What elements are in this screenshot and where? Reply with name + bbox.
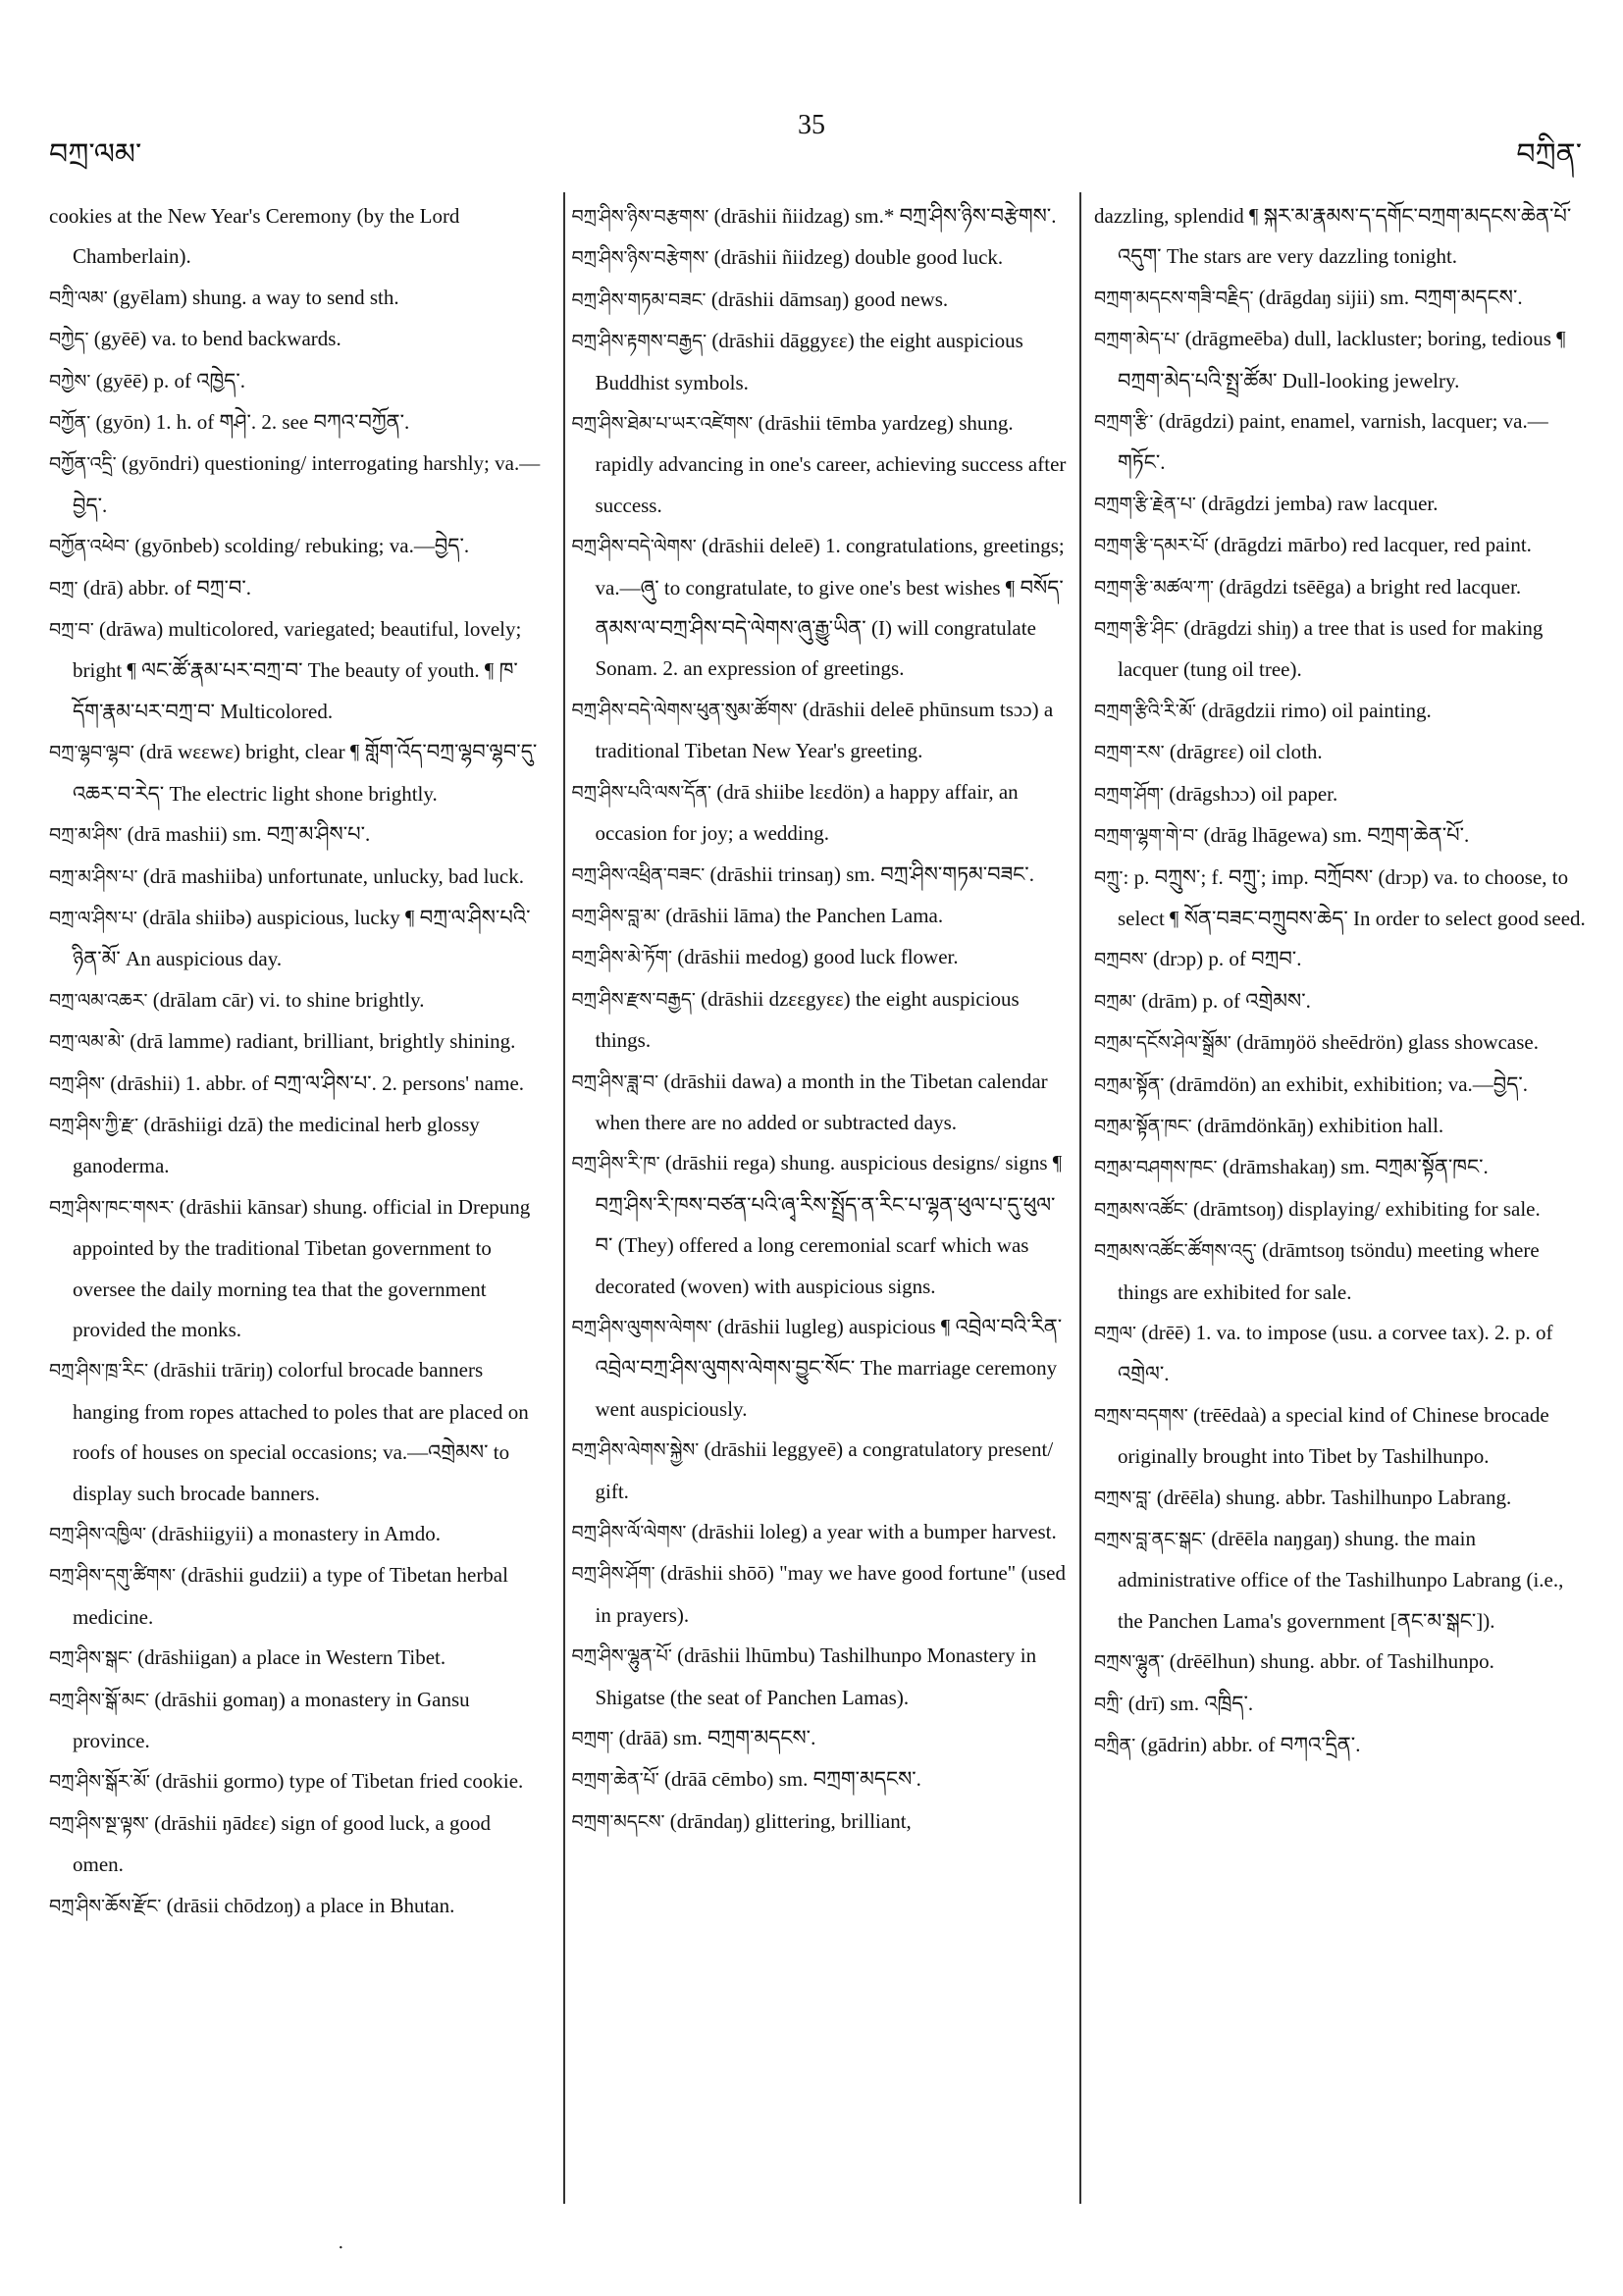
entry-definition: (drāwa) multicolored, variegated; beautiful, lovely; bright ¶ ལང་ཚོ་རྣམ་པར་བཀྲ་བ་ The beauty of youth. ¶ ཁ་དོག་རྣམ་པར་བཀྲ་བ་ Multicolored. [73,617,522,723]
dictionary-entry [49,1514,545,1555]
entry-definition: (drāshii lugleg) auspicious ¶ འབྲེལ་བའི་རིན་འབྲེལ་བཀྲ་ཤིས་ལུགས་ལེགས་བྱུང་སོང་ The marriage ceremony went auspiciously. [595,1314,1063,1421]
entry-definition: (drāmshakaŋ) sm. བཀྲམ་སྟོན་ཁང་. [1217,1155,1489,1179]
dictionary-entry [1094,1189,1590,1230]
entry-definition: (drālam cār) vi. to shine brightly. [147,987,425,1012]
entry-definition: (drāshii) 1. abbr. of བཀྲ་ལ་ཤིས་པ་. 2. persons' name. [105,1070,525,1095]
entry-headword: བཀྲ་ཤིས་དགུ་ཚིགས་ [49,1565,177,1588]
dictionary-entry [1094,567,1590,608]
dictionary-entry [49,732,545,814]
entry-definition: (gyēlam) shung. a way to send sth. [107,285,399,309]
entry-headword: བཀྲ་ཤིས་ཀྱི་རྫ་ [49,1114,139,1136]
entry-definition: (drāg lhāgewa) sm. བཀྲག་ཆེན་པོ་. [1198,823,1470,848]
entry-definition: (drɔp) p. of བཀྲབ་. [1147,947,1302,971]
entry-headword: བཀྲམས་འཚོང་ [1094,1198,1188,1221]
entry-headword: བཀྲིན་ [1094,1735,1136,1757]
entry-headword: བཀྲ་ཤིས་ལོ་ལེགས་ [571,1522,687,1543]
entry-headword: བཀྲ་ཤིས་ལྷུན་པོ་ [571,1645,672,1668]
entry-definition: (drāshii kānsar) shung. official in Drepung appointed by the traditional Tibetan government to oversee the daily morning tea that the government provided the monks. [73,1194,531,1341]
entry-definition: (gyōnbeb) scolding/ rebuking; va.—བྱེད་. [129,534,470,558]
entry-definition: (drēēla naŋgaŋ) shung. the main administrative office of the Tashilhunpo Labrang (i.e., the Panchen Lama's government [ནང་མ་སྒང་]). [1118,1527,1564,1633]
entry-definition: (drāshii dāmsaŋ) good news. [706,287,949,311]
dictionary-entry [49,402,545,444]
dictionary-entry [572,526,1068,690]
dictionary-entry [1094,1684,1590,1725]
entry-headword: བཀྲམ་ [1094,990,1136,1013]
entry-definition: (drāshiigyii) a monastery in Amdo. [146,1522,441,1545]
dictionary-entry [49,1021,545,1063]
dictionary-entry [572,896,1068,937]
dictionary-entry [1094,1478,1590,1519]
dictionary-entry [572,280,1068,321]
dictionary-entry [49,1638,545,1679]
dictionary-entry [572,1801,1068,1843]
dictionary-entry [572,237,1068,279]
dictionary-entry [49,278,545,319]
dictionary-entry [572,1062,1068,1144]
entry-definition: (drāshii dzɛɛgyɛɛ) the eight auspicious things. [595,986,1020,1053]
page-header [0,0,1623,186]
entry-headword: བཀྲ་ཤིས་སྒང་ [49,1647,132,1670]
entry-headword: བཀྲམ་དངོས་ཤེལ་སྒྲོམ་ [1094,1032,1231,1055]
entry-definition: cookies at the New Year's Ceremony (by the Lord Chamberlain). [49,204,460,269]
entry-headword: བཀྲ་མ་ཤིས་ [49,824,123,847]
entry-headword: བཀྲག་རྩི་དམར་པོ་ [1094,535,1209,557]
entry-definition: (drā shiibe lɛɛdön) a happy affair, an occasion for joy; a wedding. [595,779,1019,846]
entry-definition: (drāgdzi tsēēga) a bright red lacquer. [1214,574,1522,599]
entry-definition: (drāla shiibə) auspicious, lucky ¶ བཀྲ་ལ་ཤིས་པའི་ཉིན་མོ་ An auspicious day. [73,905,531,971]
entry-headword: བཀྱེད་ [49,329,89,351]
dictionary-entry [1094,319,1590,401]
entry-headword: བཀྲ་ཤིས་བདེ་ལེགས་ཕུན་སུམ་ཚོགས་ [571,699,798,721]
dictionary-entry [1094,401,1590,484]
dictionary-entry [1094,608,1590,691]
entry-definition: (drā lamme) radiant, brilliant, brightly shining. [125,1029,516,1054]
entry-headword: བཀྲག་ [571,1728,614,1750]
dictionary-entry [49,1350,545,1514]
column-middle [572,196,1068,2218]
dictionary-entry [49,857,545,898]
dictionary-entry [1094,525,1590,566]
entry-headword: བཀྲག་རྩི་རྗེན་པ་ [1094,493,1196,515]
entry-definition: (trēēdaà) a special kind of Chinese brocade originally brought into Tibet by Tashilhunpo. [1118,1402,1549,1469]
dictionary-entry [49,444,545,526]
entry-definition: (drāā cēmbo) sm. བཀྲག་མདངས་. [658,1767,921,1792]
dictionary-entry [572,1512,1068,1553]
entry-definition: (drāshii dawa) a month in the Tibetan calendar when there are no added or subtracted days. [595,1069,1048,1134]
entry-headword: བཀྲ་བ་ [49,619,94,642]
entry-headword: བཀྲ་ལ་ཤིས་པ་ [49,907,138,929]
entry-headword: བཀྲ་ཤིས་མེ་ཏོག་ [571,947,673,969]
dictionary-entry [572,1143,1068,1307]
entry-headword: བཀྲག་མདངས་གཟི་བརྗིད་ [1094,287,1254,309]
entry-definition: (drāshii tēmba yardzeg) shung. rapidly advancing in one's career, achieving success after success. [595,411,1067,517]
dictionary-entry [49,814,545,856]
entry-headword: བཀྲ་ལམ་འཆར་ [49,989,148,1012]
dictionary-entry [49,1105,545,1187]
entry-headword: བཀྲ་ཤིས་ལུགས་ལེགས་ [571,1316,712,1338]
entry-definition: (drāgdzi) paint, enamel, varnish, lacquer; va.—གཏོང་. [1118,409,1548,475]
entry-definition: (drām) p. of འགྲེམས་. [1135,988,1311,1013]
dictionary-entry [572,979,1068,1062]
dictionary-entry [49,980,545,1021]
entry-definition: (drā wɛɛwɛ) bright, clear ¶ གློག་འོད་བཀྲ་ལྷབ་ལྷབ་དུ་འཆར་བ་རེད་ The electric light shone brightly. [73,740,538,806]
dictionary-entry [1094,858,1590,940]
entry-headword: བཀྲ་ཤིས་ཉིས་བརྩགས་ [571,206,709,228]
entry-definition: (drāgdzi shiŋ) a tree that is used for making lacquer (tung oil tree). [1118,616,1544,682]
entry-definition: (drāshii loleg) a year with a bumper harvest. [686,1520,1057,1543]
entry-headword: བཀྲས་བླ་ནང་སྒང་ [1094,1529,1206,1550]
entry-definition: (drāmdön) an exhibit, exhibition; va.—བྱེད་. [1164,1071,1529,1096]
dictionary-entry [49,1064,545,1105]
dictionary-entry [572,1430,1068,1512]
dictionary-entry [1094,1519,1590,1642]
left-guideword: བཀྲ་ལམ་ [49,137,142,172]
dictionary-entry [49,568,545,609]
entry-headword: བཀྲག་རྩི་ཤིང་ [1094,618,1179,641]
dictionary-entry [572,937,1068,978]
dictionary-entry [572,1307,1068,1430]
entry-definition: (drāgdzii rimo) oil painting. [1196,698,1432,722]
entry-headword: བཀྲ་ཤིས་རྫས་བརྒྱད་ [571,988,696,1011]
dictionary-entry [1094,278,1590,319]
entry-definition: (drāshiigi dzā) the medicinal herb glossy ganoderma. [73,1112,480,1178]
entry-headword: བཀྲ་ཤིས་ཟླ་བ་ [571,1070,659,1093]
entry-definition: (drāshiigan) a place in Western Tibet. [131,1645,446,1670]
dictionary-entry [572,855,1068,896]
dictionary-entry [572,1759,1068,1800]
column-right [1094,196,1590,2218]
entry-headword: བཀྲ་ཤིས་ཉིས་བརྩེགས་ [571,247,709,270]
entry-definition: (drāshii ŋādɛɛ) sign of good luck, a good omen. [73,1810,492,1877]
dictionary-entry [49,609,545,732]
entry-columns [49,196,1590,2218]
entry-headword: བཀྲག་ཆེན་པོ་ [571,1769,659,1792]
dictionary-entry [49,1187,545,1351]
entry-headword: བཀྲག་རྩིའི་རི་མོ་ [1094,700,1197,722]
entry-headword: བཀྲག་རྩི་མཚལ་ཀ་ [1094,576,1215,599]
entry-definition: (gyēē) p. of འཁྱེད་. [90,368,245,392]
entry-headword: བཀྱོན་འདྲི་ [49,453,117,476]
entry-definition: (drāgmeēba) dull, lackluster; boring, tedious ¶ བཀྲག་མེད་པའི་སྤྲ་ཚོམ་ Dull-looking jewelry. [1118,327,1566,392]
entry-headword: བཀྲལ་ [1094,1322,1136,1344]
entry-definition: (drāshii dāggyɛɛ) the eight auspicious Buddhist symbols. [595,329,1023,394]
dictionary-entry [1094,1230,1590,1313]
entry-headword: བཀྲ་ཤིས་བླ་མ་ [571,905,661,927]
dictionary-entry [572,1718,1068,1759]
dictionary-entry [49,361,545,402]
dictionary-entry [49,1886,545,1927]
entry-headword: བཀྲ་ཤིས་ཆོས་རྫོང་ [49,1895,162,1917]
entry-definition: (gyōn) 1. h. of གཤེ་. 2. see བཀའ་བཀྱོན་. [90,410,410,435]
entry-headword: བཀྲ་ཤིས་རི་ཁ་ [571,1153,660,1175]
dictionary-entry [49,1761,545,1802]
dictionary-entry [1094,939,1590,980]
entry-headword: བཀྲས་བདགས་ [1094,1404,1188,1427]
entry-headword: བཀྲ་ཤིས་ཁང་གསར་ [49,1196,175,1219]
entry-headword: བཀྲ་ཤིས་འཁྱིལ་ [49,1524,147,1545]
entry-headword: བཀྲས་ལྷུན་ [1094,1651,1165,1674]
entry-definition: (drāshii deleē phūnsum tsɔɔ) a traditional Tibetan New Year's greeting. [595,697,1054,763]
entry-definition: (drāshii lhūmbu) Tashilhunpo Monastery in Shigatse (the seat of Panchen Lamas). [595,1644,1037,1709]
dictionary-entry [1094,732,1590,773]
dictionary-entry [49,1680,545,1762]
entry-headword: བཀྲ་ཤིས་ལེགས་སྐྱེས་ [571,1439,700,1462]
entry-headword: བཀྱེས་ [49,370,91,392]
dictionary-entry [1094,1725,1590,1766]
entry-definition: (drāgrɛɛ) oil cloth. [1164,740,1323,764]
entry-headword: བཀྲག་མེད་པ་ [1094,329,1180,351]
entry-definition: (drāmtsoŋ) displaying/ exhibiting for sale. [1187,1196,1541,1221]
entry-definition: (drā) abbr. of བཀྲ་བ་. [78,575,252,600]
entry-definition: (gyēē) va. to bend backwards. [88,327,341,351]
entry-headword: བཀྲ་ [49,577,79,600]
dictionary-entry [1094,1022,1590,1064]
entry-headword: བཀྲག་ལྷག་གེ་བ་ [1094,825,1199,848]
entry-definition: (drāshii trāriŋ) colorful brocade banners hanging from ropes attached to poles that are placed on roofs of houses on special occasions; va.—འགྲེམས་ to display such brocade banners. [73,1358,529,1505]
entry-headword: བཀྱོན་ [49,412,91,435]
entry-definition: (drāshii trinsaŋ) sm. བཀྲ་ཤིས་གཏམ་བཟང་. [705,861,1034,886]
entry-definition: (drāshii lāma) the Panchen Lama. [660,903,944,927]
entry-definition: (drāshii shōō) "may we have good fortune" (used in prayers). [595,1561,1066,1627]
dictionary-entry [1094,815,1590,857]
column-left [49,196,545,2218]
entry-headword: བཀྲ་ཤིས་རྟགས་བརྒྱད་ [571,331,707,353]
entry-headword: བཀྲ་ཤིས་སྔ་ལྟས་ [49,1812,149,1835]
entry-headword: བཀྲ་ཤིས་པའི་ལས་དོན་ [571,781,712,804]
dictionary-entry [572,403,1068,526]
entry-headword: བཀྲམ་སྟོན་ཁང་ [1094,1115,1192,1137]
entry-headword: བཀྲ་ཤིས་གཏམ་བཟང་ [571,288,707,311]
entry-definition: (gādrin) abbr. of བཀའ་དྲིན་. [1135,1733,1361,1757]
entry-headword: བཀྲམ་སྟོན་ [1094,1073,1165,1096]
entry-definition: (drāshii gudzii) a type of Tibetan herbal medicine. [73,1563,508,1629]
dictionary-entry [1094,1106,1590,1147]
entry-definition: (drāshii medog) good luck flower. [672,945,959,969]
entry-headword: བཀྲག་རྩི་ [1094,411,1154,434]
dictionary-entry [1094,981,1590,1022]
entry-headword: བཀྲ་ཤིས་སྒོར་མོ་ [49,1771,151,1794]
dictionary-entry [1094,484,1590,525]
entry-definition: (drāgdzi mārbo) red lacquer, red paint. [1208,533,1532,557]
entry-definition: (drāshii gomaŋ) a monastery in Gansu province. [73,1687,470,1753]
dictionary-entry [1094,1147,1590,1188]
entry-definition: (drēēla) shung. abbr. Tashilhunpo Labrang. [1151,1485,1512,1509]
dictionary-entry [572,1553,1068,1636]
dictionary-entry [572,196,1068,237]
entry-definition: (drāshii ñiidzag) sm.* བཀྲ་ཤིས་ཉིས་བརྩེགས་. [708,204,1057,228]
entry-headword: བཀྲག་ཤོག་ [1094,783,1164,806]
entry-definition: (drāmtsoŋ tsöndu) meeting where things are exhibited for sale. [1118,1238,1540,1304]
entry-definition: (drāgdaŋ sijii) sm. བཀྲག་མདངས་. [1253,285,1523,309]
entry-headword: བཀྲི་ [1094,1693,1124,1715]
dictionary-entry [1094,1065,1590,1106]
entry-definition: (drāshii gormo) type of Tibetan fried cookie. [150,1769,524,1794]
entry-headword: བཀྲག་རས་ [1094,742,1165,764]
entry-headword: བཀྲ་ཤིས་ཁྲ་རིང་ [49,1360,149,1383]
entry-definition: (drāmŋöö sheēdrön) glass showcase. [1230,1030,1539,1055]
entry-headword: བཀྲ་ལམ་མེ་ [49,1031,126,1054]
entry-definition: (drāndaŋ) glittering, brilliant, [664,1808,912,1833]
entry-headword: བཀྲ་ཤིས་སྒོ་མང་ [49,1689,150,1711]
entry-definition: (drāsii chōdzoŋ) a place in Bhutan. [161,1893,455,1917]
entry-headword: བཀྲུ་ [1094,866,1124,889]
entry-definition: dazzling, splendid ¶ སྐར་མ་རྣམས་ད་དགོང་བཀྲག་མདངས་ཆེན་པོ་འདུག་ The stars are very dazzling tonight. [1094,204,1572,269]
entry-headword: བཀྲི་ལམ་ [49,287,108,309]
dictionary-entry [1094,1395,1590,1478]
entry-headword: བཀྲ་ཤིས་འཕྲིན་བཟང་ [571,863,706,886]
entry-headword: བཀྲག་མདངས་ [571,1810,665,1833]
entry-definition: (gyōndri) questioning/ interrogating harshly; va.—བྱེད་. [73,451,541,517]
entry-headword: བཀྲ་ལྷབ་ལྷབ་ [49,742,134,764]
entry-headword: བཀྲབས་ [1094,949,1148,971]
entry-headword: བཀྲ་ཤིས་ཐེམ་པ་ཡར་འཛེགས་ [571,413,754,436]
entry-headword: བཀྲས་བླ་ [1094,1487,1152,1509]
dictionary-entry [1094,691,1590,732]
entry-definition: (drēē) 1. va. to impose (usu. a corvee tax). 2. p. of འགྲེལ་. [1118,1320,1553,1386]
entry-headword: བཀྲ་ཤིས་བདེ་ལེགས་ [571,536,697,558]
footer-mark: · [338,2237,344,2259]
entry-definition: (drāmdönkāŋ) exhibition hall. [1191,1113,1444,1137]
dictionary-entry [572,772,1068,855]
entry-definition: (drāshii rega) shung. auspicious designs/ signs ¶ བཀྲ་ཤིས་རི་ཁས་བཙན་པའི་ཞྭ་རིས་སྤྲོད་ན་རིང་པ་ལྷན་ཕུལ་པ་དུ་ཕུལ་བ་ (They) offered a long ceremonial scarf which was decorated (woven) with auspicious signs. [595,1151,1063,1298]
right-guideword: བཀྲིན་ [1516,137,1582,172]
entry-definition: : p. བཀྲུས་; f. བཀྲུ་; imp. བཀྲོབས་ (drɔp) va. to choose, to select ¶ སོན་བཟང་བཀྲུབས་ཆེད་ In order to select good seed. [1118,864,1586,930]
entry-definition: (drī) sm. འཁྲིད་. [1123,1691,1254,1715]
dictionary-entry [572,321,1068,403]
entry-definition: (drēēlhun) shung. abbr. of Tashilhunpo. [1164,1649,1494,1674]
dictionary-entry [572,690,1068,772]
entry-headword: བཀྲ་ཤིས་ [49,1072,106,1095]
entry-definition: (drāgdzi jemba) raw lacquer. [1195,491,1439,515]
dictionary-entry [1094,196,1590,278]
entry-headword: བཀྲམ་བཤགས་ཁང་ [1094,1157,1218,1179]
entry-headword: བཀྲམས་འཚོང་ཚོགས་འདུ་ [1094,1240,1257,1263]
dictionary-entry [1094,774,1590,815]
entry-headword: བཀྱོན་འཕེབ་ [49,536,130,558]
entry-definition: (drāshii deleē) 1. congratulations, greetings; va.—ཞུ་ to congratulate, to give one's best wishes ¶ བསོད་ནམས་ལ་བཀྲ་ཤིས་བདེ་ལེགས་ཞུ་རྒྱུ་ཡིན་ (I) will congratulate Sonam. 2. an expression of greetings. [595,534,1065,681]
page-number: 35 [798,110,825,140]
entry-definition: (drā mashiiba) unfortunate, unlucky, bad luck. [137,863,524,888]
entry-headword: བཀྲ་མ་ཤིས་པ་ [49,865,138,888]
dictionary-entry [49,1803,545,1886]
entry-definition: (drāshii leggyeē) a congratulatory present/ gift. [595,1437,1054,1503]
dictionary-entry [1094,1642,1590,1683]
dictionary-entry [49,898,545,980]
entry-definition: (drāā) sm. བཀྲག་མདངས་. [613,1726,816,1750]
dictionary-entry [49,196,545,278]
dictionary-entry [572,1636,1068,1718]
entry-definition: (drāshii ñiidzeg) double good luck. [708,245,1004,270]
dictionary-entry [49,1555,545,1638]
entry-definition: (drāgshɔɔ) oil paper. [1163,781,1338,806]
entry-definition: (drā mashii) sm. བཀྲ་མ་ཤིས་པ་. [122,822,371,847]
entry-headword: བཀྲ་ཤིས་ཤོག་ [571,1563,655,1586]
dictionary-entry [1094,1313,1590,1395]
dictionary-entry [49,319,545,360]
dictionary-entry [49,526,545,567]
